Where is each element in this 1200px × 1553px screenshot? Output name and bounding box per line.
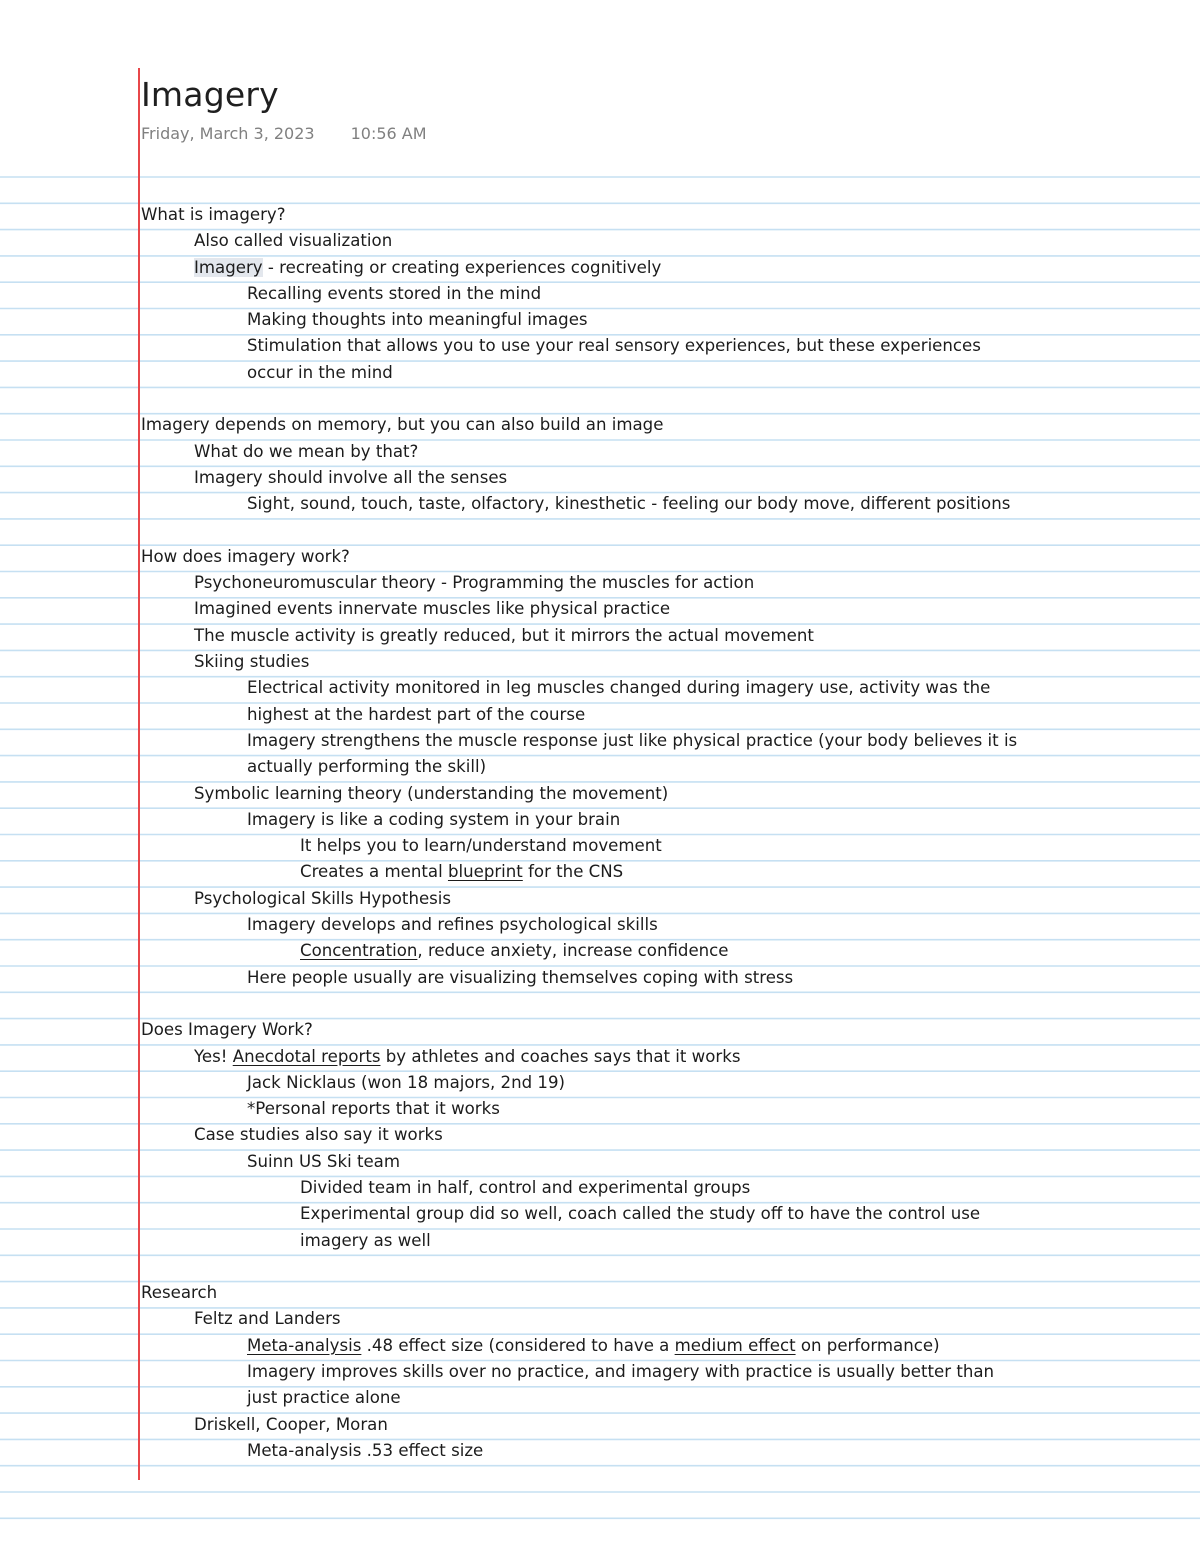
note-line: [141, 1228, 1181, 1254]
note-text: by athletes and coaches says that it works: [380, 1046, 741, 1066]
note-text: highest at the hardest part of the course: [247, 704, 586, 724]
note-line: [141, 465, 1181, 491]
note-line: [141, 1359, 1181, 1385]
note-line: [141, 1201, 1181, 1227]
note-text: Does Imagery Work?: [141, 1020, 313, 1040]
note-line: [141, 754, 1181, 780]
note-text: occur in the mind: [247, 362, 393, 382]
note-text: What do we mean by that?: [194, 441, 419, 461]
note-line: [141, 833, 1181, 859]
note-text: imagery as well: [300, 1230, 431, 1250]
note-line: [141, 1333, 1181, 1359]
note-text: Imagery should involve all the senses: [194, 467, 508, 487]
note-text: Imagery develops and refines psychological skills: [247, 915, 658, 935]
note-line: [141, 1149, 1181, 1175]
note-text: Psychological Skills Hypothesis: [194, 888, 452, 908]
underlined-term: medium effect: [674, 1335, 796, 1355]
note-line: [141, 649, 1181, 675]
note-line: [141, 938, 1181, 964]
note-text: just practice alone: [247, 1388, 401, 1408]
note-text: Also called visualization: [194, 231, 393, 251]
note-line: [141, 1096, 1181, 1122]
note-line: [141, 1412, 1181, 1438]
note-line: [141, 228, 1181, 254]
note-line: [141, 1175, 1181, 1201]
note-text: Suinn US Ski team: [247, 1151, 400, 1171]
note-line: [141, 1385, 1181, 1411]
blank-line: [141, 386, 1181, 412]
note-text: Experimental group did so well, coach called the study off to have the control use: [300, 1204, 981, 1224]
note-text: Meta-analysis .53 effect size: [247, 1440, 484, 1460]
note-text: Imagery strengthens the muscle response just like physical practice (your body believes it is: [247, 730, 1018, 750]
note-text: Case studies also say it works: [194, 1125, 443, 1145]
note-line: [141, 544, 1181, 570]
note-line: [141, 255, 1181, 281]
note-text: Driskell, Cooper, Moran: [194, 1414, 388, 1434]
note-line: [141, 1280, 1181, 1306]
note-text: It helps you to learn/understand movement: [300, 836, 662, 856]
note-line: [141, 728, 1181, 754]
note-text: , reduce anxiety, increase confidence: [417, 941, 729, 961]
page-time: 10:56 AM: [350, 124, 427, 143]
note-text: Stimulation that allows you to use your real sensory experiences, but these experiences: [247, 336, 981, 356]
page-title: Imagery: [141, 75, 279, 114]
underlined-term: Concentration: [300, 941, 418, 961]
note-text: Recalling events stored in the mind: [247, 283, 542, 303]
underlined-term: blueprint: [447, 862, 523, 882]
note-line: [141, 886, 1181, 912]
note-line: [141, 965, 1181, 991]
underlined-term: Meta-analysis: [247, 1335, 362, 1355]
note-text: Imagery improves skills over no practice, and imagery with practice is usually better than: [247, 1362, 995, 1382]
note-text: Making thoughts into meaningful images: [247, 310, 588, 330]
note-line: [141, 675, 1181, 701]
note-line: [141, 1122, 1181, 1148]
note-line: [141, 912, 1181, 938]
note-line: [141, 1017, 1181, 1043]
margin-line: [138, 68, 140, 1480]
note-text: Here people usually are visualizing themselves coping with stress: [247, 967, 794, 987]
note-line: [141, 360, 1181, 386]
note-text: for the CNS: [522, 862, 624, 882]
blank-line: [141, 991, 1181, 1017]
note-text: Research: [141, 1283, 218, 1303]
note-line: [141, 281, 1181, 307]
note-line: [141, 807, 1181, 833]
note-text: Symbolic learning theory (understanding the movement): [194, 783, 669, 803]
note-line: [141, 596, 1181, 622]
note-text: Imagery is like a coding system in your brain: [247, 809, 621, 829]
note-line: [141, 623, 1181, 649]
note-text: Imagery depends on memory, but you can also build an image: [141, 415, 664, 435]
underlined-term: Anecdotal reports: [232, 1046, 381, 1066]
note-text: actually performing the skill): [247, 757, 487, 777]
page-header: [141, 72, 427, 143]
note-line: [141, 1044, 1181, 1070]
page-datetime: [141, 124, 427, 143]
note-line: [141, 412, 1181, 438]
note-text: Skiing studies: [194, 652, 310, 672]
note-line: [141, 702, 1181, 728]
note-line: [141, 307, 1181, 333]
note-text: Yes!: [194, 1046, 233, 1066]
highlighted-term: Imagery: [194, 257, 263, 277]
blank-line: [141, 1254, 1181, 1280]
note-line: [141, 859, 1181, 885]
note-line: [141, 1070, 1181, 1096]
blank-line: [141, 518, 1181, 544]
note-text: Imagined events innervate muscles like physical practice: [194, 599, 671, 619]
note-text: - recreating or creating experiences cognitively: [262, 257, 662, 277]
note-text: .48 effect size (considered to have a: [361, 1335, 675, 1355]
note-line: [141, 491, 1181, 517]
note-text: Sight, sound, touch, taste, olfactory, kinesthetic - feeling our body move, different positions: [247, 494, 1011, 514]
note-line: [141, 570, 1181, 596]
note-text: Jack Nicklaus (won 18 majors, 2nd 19): [247, 1072, 566, 1092]
note-text: Psychoneuromuscular theory - Programming the muscles for action: [194, 573, 755, 593]
note-text: *Personal reports that it works: [247, 1099, 500, 1119]
note-text: on performance): [795, 1335, 940, 1355]
note-line: [141, 1306, 1181, 1332]
note-line: [141, 781, 1181, 807]
note-line: [141, 202, 1181, 228]
note-text: Electrical activity monitored in leg muscles changed during imagery use, activity was the: [247, 678, 991, 698]
note-text: The muscle activity is greatly reduced, but it mirrors the actual movement: [194, 625, 814, 645]
note-line: [141, 1438, 1181, 1464]
note-text: How does imagery work?: [141, 546, 350, 566]
page-date: Friday, March 3, 2023: [141, 124, 315, 143]
note-text: Divided team in half, control and experimental groups: [300, 1177, 751, 1197]
note-text: Feltz and Landers: [194, 1309, 341, 1329]
note-text: What is imagery?: [141, 205, 286, 224]
note-body[interactable]: [141, 202, 1181, 1464]
note-line: [141, 333, 1181, 359]
note-text: Creates a mental: [300, 862, 448, 882]
note-line: [141, 439, 1181, 465]
